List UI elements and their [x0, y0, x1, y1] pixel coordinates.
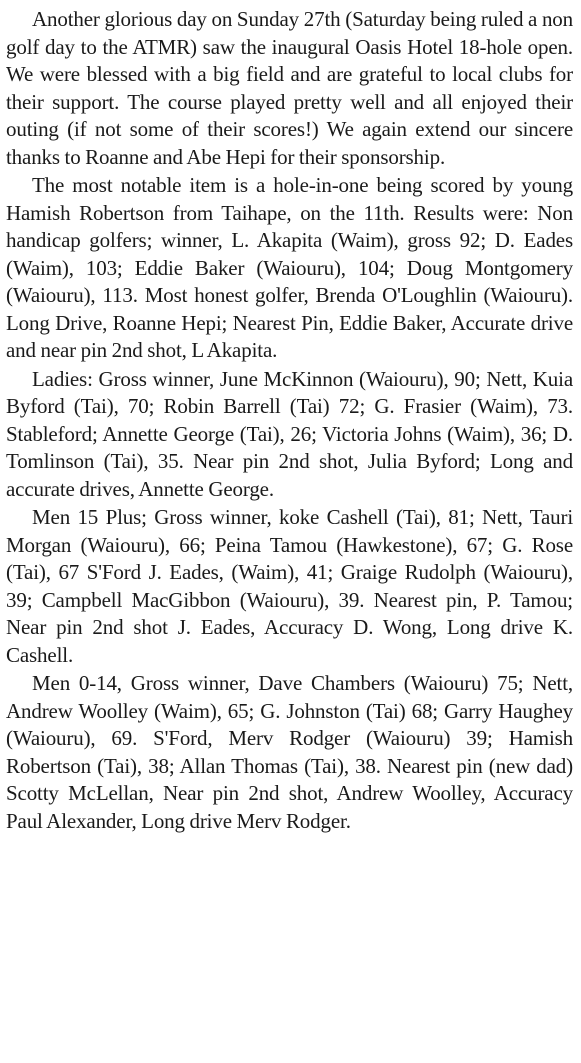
article-paragraph-men-0-14: Men 0-14, Gross winner, Dave Chambers (Waiouru) 75; Nett, Andrew Woolley (Waim), 65; G. Johnston (Tai) 68; Garry Haughey (Waiouru), 69. S'Ford, Merv Rodger (Waiouru) 39; Hamish Robertson (Tai), 38; Allan Thomas (Tai), 38. Nearest pin (new dad) Scotty McLellan, Near pin 2nd shot, Andrew Woolley, Accuracy Paul Alexander, Long drive Merv Rodger. — [6, 671, 573, 833]
article-paragraph-results: The most notable item is a hole-in-one being scored by young Hamish Robertson from Taihape, on the 11th. Results were: Non handicap golfers; winner, L. Akapita (Waim), gross 92; D. Eades (Waim), 103; Eddie Baker (Waiouru), 104; Doug Montgomery (Waiouru), 113. Most honest golfer, Brenda O'Loughlin (Waiouru). Long Drive, Roanne Hepi; Nearest Pin, Eddie Baker, Accurate drive and near pin 2nd shot, L Akapita. — [6, 173, 573, 362]
article-paragraph-ladies: Ladies: Gross winner, June McKinnon (Waiouru), 90; Nett, Kuia Byford (Tai), 70; Robin Barrell (Tai) 72; G. Frasier (Waim), 73. Stableford; Annette George (Tai), 26; Victoria Johns (Waim), 36; D. Tomlinson (Tai), 35. Near pin 2nd shot, Julia Byford; Long and accurate drives, Annette George. — [6, 366, 573, 501]
article-paragraph-men-15-plus: Men 15 Plus; Gross winner, koke Cashell (Tai), 81; Nett, Tauri Morgan (Waiouru), 66; Peina Tamou (Hawkestone), 67; G. Rose (Tai), 67 S'Ford J. Eades, (Waim), 41; Graige Rudolph (Waiouru), 39; Campbell MacGibbon (Waiouru), 39. Nearest pin, P. Tamou; Near pin 2nd shot J. Eades, Accuracy D. Wong, Long drive K. Cashell. — [6, 505, 573, 667]
article-paragraph-intro: Another glorious day on Sunday 27th (Saturday being ruled a non golf day to the ATMR) saw the inaugural Oasis Hotel 18-hole open. We were blessed with a big field and are grateful to local clubs for their support. The course played pretty well and all enjoyed their outing (if not some of their scores!) We again extend our sincere thanks to Roanne and Abe Hepi for their sponsorship. — [6, 7, 573, 169]
